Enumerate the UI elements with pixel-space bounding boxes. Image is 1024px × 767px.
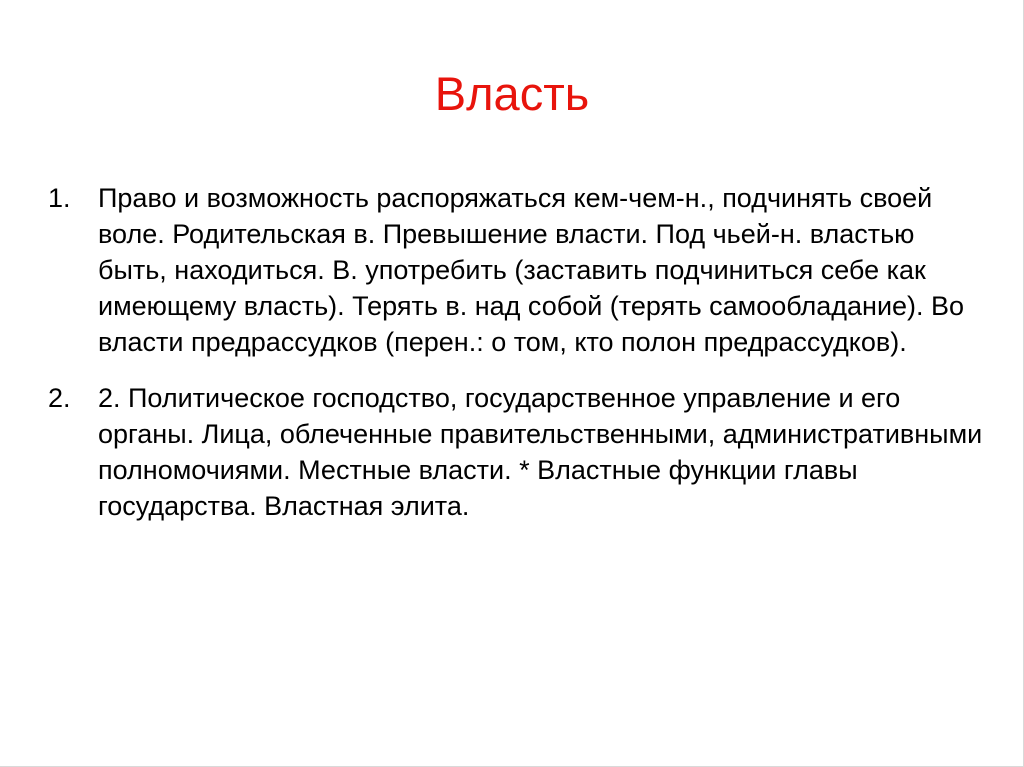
list-item [48,380,988,524]
list-item-number: 1. [48,183,71,213]
list-item-text: 2. Политическое господство, государственное управление и его органы. Лица, облеченные правительственными, административными полномочиями. Местные власти. * Властные функции главы государства. Властная элита. [98,383,983,521]
list-item-number: 2. [48,383,71,413]
slide-title: Власть [434,67,590,120]
content-list [48,180,988,544]
list-item [48,180,988,360]
list-item-text: Право и возможность распоряжаться кем-чем-н., подчинять своей воле. Родительская в. Превышение власти. Под чьей-н. властью быть, находиться. В. употребить (заставить подчиниться себе как имеющему власть). Терять в. над собой (терять самообладание). Во власти предрассудков (перен.: о том, кто полон предрассудков). [98,183,965,357]
